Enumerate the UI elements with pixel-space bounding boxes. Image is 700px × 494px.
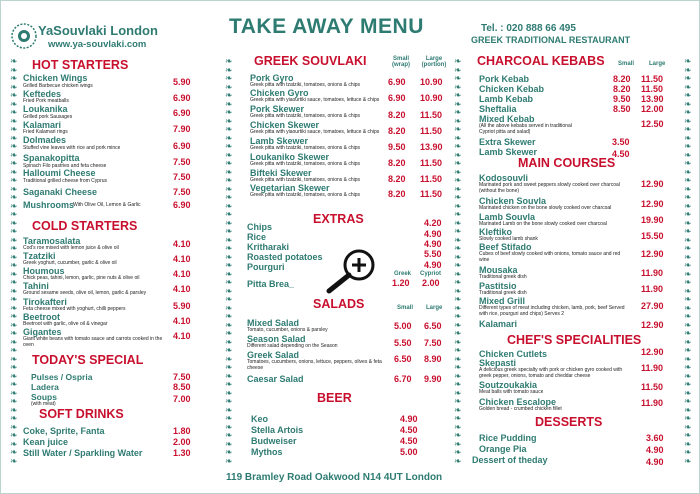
menu-item-price: 7.90 [173, 124, 191, 134]
menu-item-name: Kodosouvli [479, 173, 528, 183]
charcoal-kebabs-heading: CHARCOAL KEBABS [477, 54, 605, 68]
menu-item-price: 7.50 [173, 372, 191, 382]
menu-item-name: Saganaki Cheese [23, 187, 98, 197]
menu-item-price: 11.90 [641, 268, 664, 278]
souvlaki-large-price: 13.90 [420, 142, 443, 152]
menu-item-name: Dolmades [23, 135, 67, 145]
menu-item-name: Lamb Souvla [479, 212, 536, 222]
menu-item-price: 12.50 [641, 119, 664, 129]
menu-item-price: 4.90 [646, 445, 664, 455]
menu-item-desc: Grilled pork Sausages [23, 114, 73, 120]
souvlaki-large-price: 10.90 [420, 93, 443, 103]
menu-item-desc: Greek pitta with tzatziki, tomatoes, onions & chips [250, 192, 361, 198]
menu-item-name: Soups [31, 392, 57, 402]
menu-item-desc: Different salad depending on the Season [247, 343, 338, 349]
salad-large-price: 9.90 [424, 374, 442, 384]
menu-item-price: 4.10 [173, 254, 191, 264]
salad-small-price: 6.50 [394, 354, 412, 364]
menu-item-name: Pitta Brea_ [247, 279, 295, 289]
decorative-border-right: ❧ ❧ ❧ ❧ ❧ ❧ ❧ ❧ ❧ ❧ ❧ ❧ ❧ ❧ ❧ ❧ ❧ ❧ ❧ ❧ ❧ ❧ ❧ ❧ ❧ ❧ ❧ ❧ ❧ ❧ ❧ ❧ ❧ ❧ ❧ ❧ ❧ ❧ ❧ ❧ ❧ ❧ ❧ ❧ ❧ ❧ ❧ ❧ [684, 56, 692, 466]
soft-drinks-heading: SOFT DRINKS [39, 407, 124, 421]
menu-item-name: Spanakopitta [23, 153, 80, 163]
menu-item-name: Chicken Souvla [479, 196, 547, 206]
menu-item-name: Keo [251, 414, 269, 424]
menu-item-desc: Traditional greek dish [479, 274, 527, 280]
menu-item-name: Mixed Salad [247, 318, 300, 328]
menu-item-price: 7.00 [173, 394, 191, 404]
chefs-specialities-heading: CHEF'S SPECIALITIES [507, 333, 642, 347]
menu-item-name: Greek Salad [247, 350, 300, 360]
menu-item-price: 12.90 [641, 199, 664, 209]
souvlaki-small-price: 8.20 [388, 158, 406, 168]
menu-item-price: 4.10 [173, 239, 191, 249]
menu-item-name: Ladera [31, 382, 59, 392]
decorative-border-center-left: ❧ ❧ ❧ ❧ ❧ ❧ ❧ ❧ ❧ ❧ ❧ ❧ ❧ ❧ ❧ ❧ ❧ ❧ ❧ ❧ ❧ ❧ ❧ ❧ ❧ ❧ ❧ ❧ ❧ ❧ ❧ ❧ ❧ ❧ ❧ ❧ ❧ ❧ ❧ ❧ ❧ ❧ ❧ ❧ ❧ ❧ ❧ ❧ [225, 56, 233, 466]
menu-item-desc: Greek pitta with yiaourtiki sauce, tomatoes, lettuce & chips [250, 129, 380, 135]
menu-item-name: Vegetarian Skewer [250, 183, 330, 193]
menu-item-desc: Spinach Filo pastries and feta cheese [23, 163, 107, 169]
page-title: TAKE AWAY MENU [229, 15, 424, 38]
menu-item-desc: Meat balls with tomato sauce [479, 389, 544, 395]
menu-item-name: Coke, Sprite, Fanta [23, 426, 105, 436]
cold-starters-heading: COLD STARTERS [32, 219, 138, 233]
menu-item-price: 11.90 [641, 363, 664, 373]
menu-item-price: 11.90 [641, 398, 664, 408]
menu-item-name: Rice [247, 232, 267, 242]
menu-item-name: Chicken Gyro [250, 88, 309, 98]
menu-item-price: 6.90 [173, 141, 191, 151]
menu-item-name: Mythos [251, 447, 283, 457]
menu-item-name: Halloumi Cheese [23, 168, 96, 178]
menu-item-name: Beetroot [23, 312, 61, 322]
menu-item-price: 4.10 [173, 316, 191, 326]
menu-item-desc: Slowly cooked lamb shank [479, 236, 538, 242]
menu-item-name: Loukanika [23, 104, 68, 114]
brand-url[interactable]: www.ya-souvlaki.com [48, 39, 147, 50]
menu-item-desc: Greek yoghurt, cucumber, garlic & olive oil [23, 260, 117, 266]
menu-item-desc: (All the above kebabs served in traditional [479, 123, 572, 129]
menu-item-name: Pulses / Ospria [31, 372, 93, 382]
souvlaki-small-price: 8.20 [388, 126, 406, 136]
menu-item-name: Tirokafteri [23, 297, 67, 307]
brand-logo [11, 23, 37, 49]
menu-item-name: Skepasti [479, 358, 517, 368]
column-header-large: Large (portion) [421, 56, 447, 68]
salad-large-price: 7.50 [424, 338, 442, 348]
menu-item-price: 6.90 [173, 200, 191, 210]
restaurant-subtitle: GREEK TRADITIONAL RESTAURANT [471, 35, 631, 45]
menu-item-name: Chicken Cutlets [479, 349, 548, 359]
menu-item-name: Houmous [23, 266, 65, 276]
menu-item-desc: Different types of meat including chicken, lamb, pork, beef Served with rice, pourguri and chips) Serves 2 [479, 305, 625, 317]
souvlaki-large-price: 11.50 [420, 189, 443, 199]
menu-item-price: 5.00 [400, 447, 418, 457]
menu-item-name: Pork Skewer [250, 104, 305, 114]
menu-item-price: 12.90 [641, 347, 664, 357]
menu-item-desc: Cod's roe mixed with lemon juice & olive oil [23, 245, 119, 251]
menu-item-name: Loukaniko Skewer [250, 152, 330, 162]
menu-item-name: Caesar Salad [247, 374, 304, 384]
menu-item-name: Kalamari [23, 120, 62, 130]
kebab-large-price: 13.90 [641, 94, 664, 104]
menu-item-name: Tzatziki [23, 251, 56, 261]
menu-item-name: Mixed Kebab [479, 114, 535, 124]
pitta-cypriot-price: 2.00 [422, 278, 440, 288]
menu-item-price: 4.10 [173, 284, 191, 294]
kebab-large-price: 11.50 [641, 84, 664, 94]
menu-item-name: Lamb Kebab [479, 94, 534, 104]
menu-item-name: Kalamari [479, 319, 518, 329]
menu-item-price: 6.90 [173, 108, 191, 118]
menu-item-name: Sheftalia [479, 104, 517, 114]
menu-item-price: 12.90 [641, 320, 664, 330]
souvlaki-large-price: 11.50 [420, 174, 443, 184]
telephone: Tel. : 020 888 66 495 [481, 23, 576, 34]
menu-item-desc: Greek pitta with tzatziki, tomatoes, onions & chips [250, 82, 361, 88]
menu-item-price: 4.90 [424, 239, 442, 249]
menu-item-name: Orange Pia [479, 444, 527, 454]
menu-item-desc: Tomatoes, cucumbers, onions, lettuce, peppers, olives & feta cheese [247, 359, 382, 371]
menu-item-desc: Beetroot with garlic, olive oil & vinegar [23, 321, 108, 327]
souvlaki-small-price: 8.20 [388, 174, 406, 184]
menu-item-price: 2.00 [173, 437, 191, 447]
menu-item-name: Rice Pudding [479, 433, 537, 443]
menu-item-price: 4.90 [646, 457, 664, 467]
main-courses-heading: MAIN COURSES [518, 156, 616, 170]
menu-item-name: Mushrooms [23, 200, 75, 210]
menu-item-desc: Grilled Barbecue chicken wings [23, 83, 93, 89]
menu-item-price: 11.90 [641, 284, 664, 294]
menu-item-price: 3.60 [646, 433, 664, 443]
menu-item-name: Pastitsio [479, 281, 517, 291]
menu-item-desc: A delicious greek specialty with pork or chicken gyro cooked with greek pepper, onions, tomato and cheddar cheese [479, 367, 623, 379]
souvlaki-small-price: 8.20 [388, 189, 406, 199]
kebab-small-price: 8.50 [613, 104, 631, 114]
menu-item-price: 5.50 [424, 249, 442, 259]
desserts-heading: DESSERTS [535, 415, 603, 429]
menu-item-name: Chicken Wings [23, 73, 88, 83]
column-header-cypriot: Cypriot [420, 271, 441, 277]
greek-souvlaki-heading: GREEK SOUVLAKI [254, 54, 367, 68]
menu-item-name: Chicken Skewer [250, 120, 320, 130]
column-header-large: Large [649, 61, 666, 67]
souvlaki-large-price: 11.50 [420, 158, 443, 168]
menu-item-desc: Greek pitta with yiaourtiki sauce, tomatoes, lettuce & chips [250, 97, 380, 103]
menu-item-name: Beef Stifado [479, 242, 532, 252]
menu-item-price: 12.90 [641, 179, 664, 189]
menu-item-desc: Greek pitta with tzatziki, tomatoes, onions & chips [250, 161, 361, 167]
menu-item-desc: Feta cheese mixed with yoghurt, chilli peppers [23, 306, 126, 312]
souvlaki-small-price: 9.50 [388, 142, 406, 152]
kebab-small-price: 8.20 [613, 74, 631, 84]
column-header-small: Small [618, 61, 635, 67]
menu-item-name: Roasted potatoes [247, 252, 323, 262]
souvlaki-large-price: 10.90 [420, 77, 443, 87]
menu-item-name: Season Salad [247, 334, 306, 344]
decorative-border-left: ❧ ❧ ❧ ❧ ❧ ❧ ❧ ❧ ❧ ❧ ❧ ❧ ❧ ❧ ❧ ❧ ❧ ❧ ❧ ❧ ❧ ❧ ❧ ❧ ❧ ❧ ❧ ❧ ❧ ❧ ❧ ❧ ❧ ❧ ❧ ❧ ❧ ❧ ❧ ❧ ❧ ❧ ❧ ❧ ❧ ❧ ❧ ❧ [10, 56, 18, 466]
menu-item-desc: Marinated chicken on the bone slowly cooked over charcoal [479, 205, 612, 211]
menu-item-desc: Fried Kalamari rings [23, 129, 68, 135]
menu-item-desc: Marinated Lamb on the bone slowly cooked over charcoal [479, 221, 607, 227]
menu-item-name: Keftedes [23, 89, 62, 99]
menu-item-price: 4.20 [424, 218, 442, 228]
menu-item-name: Mousaka [479, 265, 518, 275]
menu-item-desc: Giant white beans with tomato sauce and carrots cooked in the oven [23, 336, 163, 348]
menu-item-desc: Traditional grilled cheese from Cyprus [23, 178, 108, 184]
menu-item-name: Lamb Skewer [250, 136, 309, 146]
menu-item-price: 12.90 [641, 249, 664, 259]
menu-item-price: 19.90 [641, 215, 664, 225]
menu-item-price: 4.50 [400, 436, 418, 446]
column-header-large: Large [426, 305, 443, 311]
menu-item-price: 5.90 [173, 301, 191, 311]
menu-item-price: 1.30 [173, 448, 191, 458]
menu-item-name: Chicken Escalope [479, 397, 557, 407]
menu-item-desc: Stuffed vine leaves with rice and pork mince [23, 145, 121, 151]
menu-item-price: 4.90 [424, 229, 442, 239]
menu-item-name: Kean juice [23, 437, 69, 447]
menu-item-name: Budweiser [251, 436, 297, 446]
extras-heading: EXTRAS [313, 212, 364, 226]
menu-item-name: Lamb Skewer [479, 147, 538, 157]
menu-item-price: 4.50 [400, 425, 418, 435]
menu-item-price: 4.10 [173, 269, 191, 279]
menu-item-price: 6.90 [173, 93, 191, 103]
menu-item-name: Bifteki Skewer [250, 168, 312, 178]
menu-item-price: 5.90 [173, 77, 191, 87]
menu-item-desc: Fried Pork meatballs [23, 98, 69, 104]
zoom-magnifier-icon[interactable] [323, 247, 381, 295]
column-header-small: Small (wrap) [392, 56, 410, 68]
menu-item-price: 4.90 [424, 260, 442, 270]
menu-item-desc: Traditional greek dish [479, 290, 527, 296]
footer-address: 119 Bramley Road Oakwood N14 4UT London [226, 472, 443, 483]
menu-item-desc: Chick peas, tahini, lemon, garlic, pine nuts & olive oil [23, 275, 140, 281]
column-header-small: Small [397, 305, 414, 311]
menu-item-name: Kritharaki [247, 242, 290, 252]
menu-item-name: Soutzoukakia [479, 380, 538, 390]
menu-item-name: Pork Gyro [250, 73, 294, 83]
menu-item-name: Mixed Grill [479, 296, 526, 306]
menu-item-price: 27.90 [641, 301, 664, 311]
menu-item-desc: Tomato, cucumber, onions & parsley [247, 327, 328, 333]
souvlaki-small-price: 6.90 [388, 77, 406, 87]
menu-item-desc: Cypriot pitta and salad) [479, 129, 531, 135]
menu-item-desc: Greek pitta with tzatziki, tomatoes, onions & chips [250, 177, 361, 183]
column-header-greek: Greek [394, 271, 412, 277]
menu-item-price: 11.50 [641, 382, 664, 392]
menu-item-name: Pork Kebab [479, 74, 530, 84]
kebab-small-price: 9.50 [613, 94, 631, 104]
hot-starters-heading: HOT STARTERS [32, 58, 129, 72]
menu-item-desc: Golden bread - crumbed chicken fillet [479, 406, 562, 412]
menu-item-price: 4.50 [612, 149, 630, 159]
menu-item-name: Tahini [23, 281, 49, 291]
menu-item-desc: Greek pitta with tzatziki, tomatoes, onions & chips [250, 145, 361, 151]
salad-small-price: 5.00 [394, 321, 412, 331]
menu-item-price: 1.80 [173, 426, 191, 436]
pitta-greek-price: 1.20 [392, 278, 410, 288]
menu-item-name: Dessert of theday [472, 455, 548, 465]
brand-name: YaSouvlaki London [38, 23, 158, 38]
salads-heading: SALADS [313, 297, 365, 311]
menu-item-name: Stella Artois [251, 425, 304, 435]
souvlaki-large-price: 11.50 [420, 126, 443, 136]
menu-item-name: Kleftiko [479, 227, 513, 237]
menu-item-price: 7.50 [173, 157, 191, 167]
souvlaki-small-price: 6.90 [388, 93, 406, 103]
menu-item-price: 4.90 [400, 414, 418, 424]
menu-item-price: 8.50 [173, 382, 191, 392]
menu-item-desc: Greek pitta with tzatziki, tomatoes, onions & chips [250, 113, 361, 119]
menu-item-desc: Ground sesame seeds, olive oil, lemon, garlic & parsley [23, 290, 147, 296]
beer-heading: BEER [317, 391, 352, 405]
menu-item-name: Taramosalata [23, 236, 81, 246]
menu-item-name: Still Water / Sparkling Water [23, 448, 143, 458]
menu-item-desc: Marinated pork and sweet peppers slowly cooked over charcoal (without the bone) [479, 182, 620, 194]
menu-item-price: 4.10 [173, 331, 191, 341]
menu-item-desc: Cubes of beef slowly cooked with onions, tomato sauce and red wine [479, 251, 621, 263]
menu-item-price: 7.50 [173, 187, 191, 197]
menu-item-desc: With Olive Oil, Lemon & Garlic [73, 202, 141, 208]
todays-special-heading: TODAY'S SPECIAL [32, 353, 144, 367]
menu-item-name: Chips [247, 222, 273, 232]
salad-large-price: 6.50 [424, 321, 442, 331]
menu-item-name: Extra Skewer [479, 137, 536, 147]
menu-item-price: 7.50 [173, 172, 191, 182]
salad-small-price: 5.50 [394, 338, 412, 348]
salad-large-price: 8.90 [424, 354, 442, 364]
souvlaki-large-price: 11.50 [420, 110, 443, 120]
kebab-large-price: 11.50 [641, 74, 664, 84]
kebab-small-price: 8.20 [613, 84, 631, 94]
menu-item-name: Gigantes [23, 327, 62, 337]
salad-small-price: 6.70 [394, 374, 412, 384]
decorative-border-center-right: ❧ ❧ ❧ ❧ ❧ ❧ ❧ ❧ ❧ ❧ ❧ ❧ ❧ ❧ ❧ ❧ ❧ ❧ ❧ ❧ ❧ ❧ ❧ ❧ ❧ ❧ ❧ ❧ ❧ ❧ ❧ ❧ ❧ ❧ ❧ ❧ ❧ ❧ ❧ ❧ ❧ ❧ ❧ ❧ ❧ ❧ ❧ ❧ [454, 56, 462, 466]
kebab-large-price: 12.00 [641, 104, 664, 114]
souvlaki-small-price: 8.20 [388, 110, 406, 120]
menu-item-name: Pourguri [247, 262, 285, 272]
menu-item-price: 15.50 [641, 231, 664, 241]
menu-item-desc: (with meat) [31, 401, 56, 407]
menu-item-name: Chicken Kebab [479, 84, 545, 94]
menu-item-price: 3.50 [612, 137, 630, 147]
